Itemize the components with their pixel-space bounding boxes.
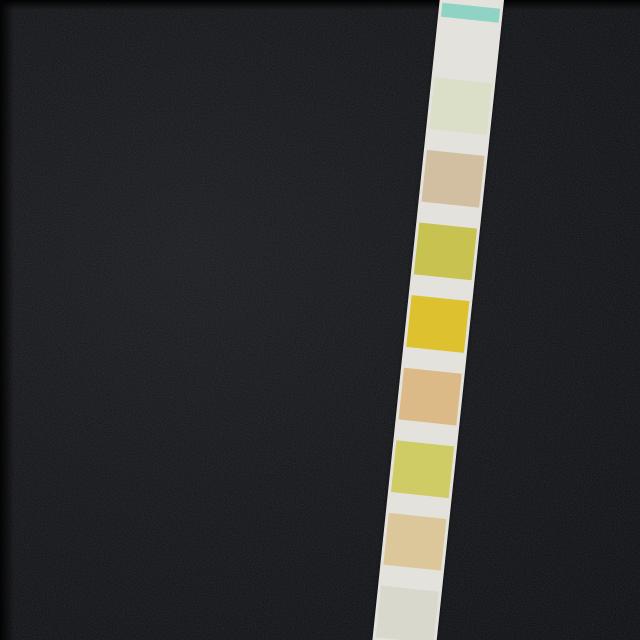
reagent-pad-7 — [391, 440, 454, 498]
frame-shadow-top — [0, 0, 640, 10]
reagent-pad-2 — [429, 77, 492, 135]
reagent-pad-5 — [406, 295, 469, 353]
reagent-pad-3 — [421, 150, 484, 208]
frame-shadow-left — [0, 0, 14, 640]
reagent-pad-4 — [414, 223, 477, 281]
reagent-pad-6 — [399, 368, 462, 426]
reagent-pad-1 — [441, 3, 500, 23]
reagent-pad-9 — [376, 586, 439, 640]
reagent-pad-8 — [383, 513, 446, 571]
